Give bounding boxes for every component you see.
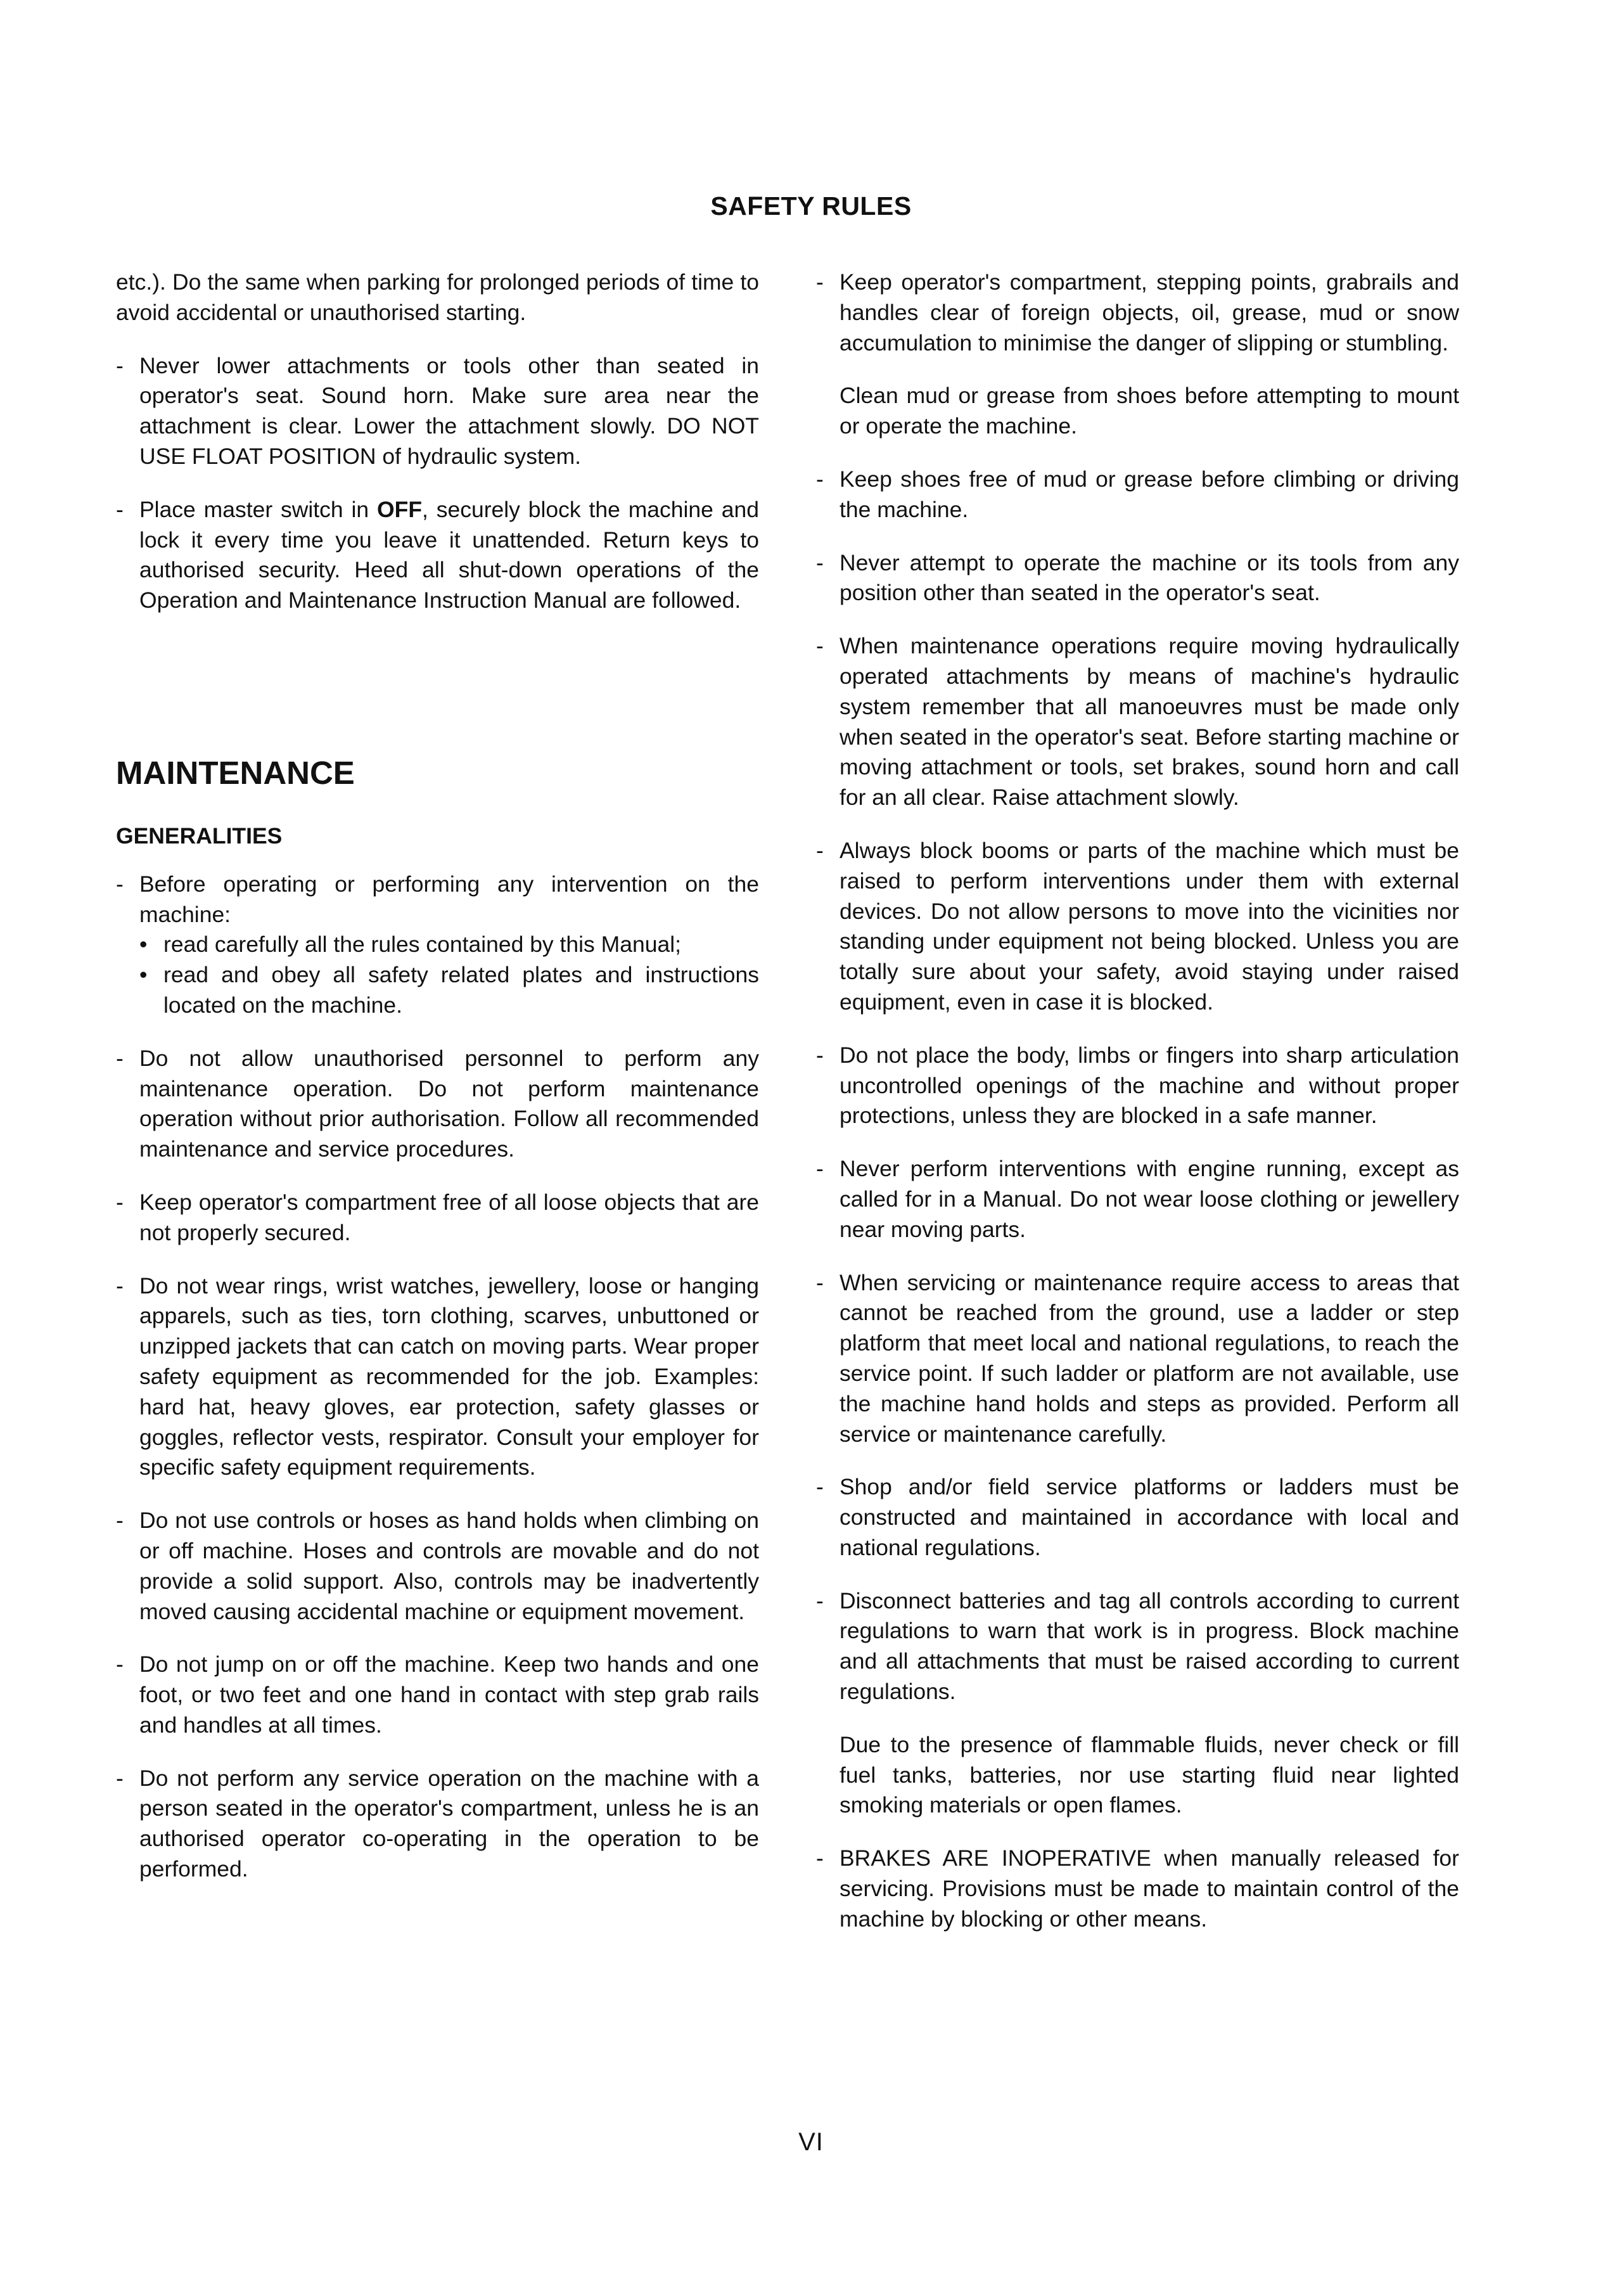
list-item-text: Do not allow unauthorised personnel to perform any maintenance operation. Do not perform maintenance operation without prior authorisation. Follow all recommended maintenance and service procedures. (139, 1045, 759, 1162)
list-item (116, 1650, 759, 1740)
list-item-text: Do not wear rings, wrist watches, jewellery, loose or hanging apparels, such as ties, torn clothing, scarves, unbuttoned or unzipped jackets that can catch on moving parts. Wear proper safety equipment as recommended for the job. Examples: hard hat, heavy gloves, ear protection, safety glasses or goggles, reflector vests, respirator. Consult your employer for specific safety equipment requirements. (139, 1273, 759, 1480)
list-item (116, 1271, 759, 1484)
dash-marker: - (816, 1587, 824, 1613)
list-item-text: Never perform interventions with engine running, except as called for in a Manual. Do not wear loose clothing or jewellery near moving parts. (840, 1156, 1459, 1242)
dash-marker: - (816, 837, 824, 863)
bullet-text: read carefully all the rules contained by this Manual; (163, 932, 681, 958)
list-item-text: Shop and/or field service platforms or ladders must be constructed and maintained in accordance with local and national regulations. (840, 1474, 1459, 1560)
list-item-paragraph: Clean mud or grease from shoes before attempting to mount or operate the machine. (840, 383, 1459, 439)
dash-marker: - (816, 1156, 824, 1182)
list-item (116, 351, 759, 472)
list-item (816, 1844, 1459, 1934)
list-item-text: Never attempt to operate the machine or its tools from any position other than seated in the operator's seat. (840, 549, 1459, 606)
bullet-item (139, 930, 759, 960)
list-item (816, 1268, 1459, 1450)
dash-marker: - (816, 1845, 824, 1871)
list-item-text: Keep operator's compartment, stepping points, grabrails and handles clear of foreign objects, oil, grease, mud or snow accumulation to minimise the danger of slipping or stumbling. (840, 269, 1459, 356)
subsection-title: GENERALITIES (116, 823, 283, 849)
list-item-text: Keep operator's compartment free of all loose objects that are not properly secured. (139, 1189, 759, 1245)
dash-marker: - (816, 1474, 824, 1500)
dash-marker: - (116, 871, 124, 897)
list-item-text: Do not jump on or off the machine. Keep two hands and one foot, or two feet and one hand in contact with step grab rails and handles at all times. (139, 1651, 759, 1738)
master-text-bold: OFF (377, 496, 422, 522)
dash-marker: - (116, 352, 124, 378)
list-item (816, 1041, 1459, 1131)
list-item (816, 267, 1459, 358)
list-item (816, 1472, 1459, 1563)
dash-marker: - (116, 1508, 124, 1534)
intro-paragraph: etc.). Do the same when parking for prolonged periods of time to avoid accidental or unauthorised starting. (116, 269, 759, 325)
section-title: MAINTENANCE (116, 754, 355, 791)
dash-marker: - (116, 1273, 124, 1299)
list-item-text: Always block booms or parts of the machine which must be raised to perform interventions under them with external devices. Do not allow persons to move into the vicinities nor standing under equipment not being blocked. Unless you are totally sure about your safety, avoid staying under raised equipment, even in case it is blocked. (840, 837, 1459, 1015)
list-item (816, 836, 1459, 1018)
dash-marker: - (816, 1269, 824, 1295)
page-number: VI (798, 2128, 824, 2156)
bullet-marker: • (139, 962, 148, 988)
list-item (116, 1506, 759, 1627)
list-item-text: Do not use controls or hoses as hand holds when climbing on or off machine. Hoses and controls are movable and do not provide a solid support. Also, controls may be inadvertently moved causing accidental machine or equipment movement. (139, 1508, 759, 1624)
list-item-text: Do not perform any service operation on the machine with a person seated in the operator's compartment, unless he is an authorised operator co-operating in the operation to be performed. (139, 1765, 759, 1882)
list-item-generalities (116, 869, 759, 1021)
list-item (816, 465, 1459, 525)
dash-marker: - (116, 1189, 124, 1215)
list-item (116, 1764, 759, 1885)
list-item-text: Before operating or performing any intervention on the machine: (139, 871, 759, 927)
list-item-text: Disconnect batteries and tag all controls according to current regulations to warn that work is in progress. Block machine and all attachments that must be raised according to current regulations. (840, 1587, 1459, 1705)
list-item-master-switch (116, 495, 759, 616)
list-item-text: BRAKES ARE INOPERATIVE when manually released for servicing. Provisions must be made to maintain control of the machine by blocking or other means. (840, 1845, 1459, 1932)
bullet-text: read and obey all safety related plates and instructions located on the machine. (163, 962, 759, 1018)
list-item (816, 1586, 1459, 1707)
bullet-item (139, 960, 759, 1021)
list-item-text: When servicing or maintenance require access to areas that cannot be reached from the ground, use a ladder or step platform that meet local and national regulations, to reach the service point. If such ladder or platform are not available, use the machine hand holds and steps as provided. Perform all service or maintenance carefully. (840, 1269, 1459, 1447)
dash-marker: - (816, 1042, 824, 1068)
master-text-pre: Place master switch in (139, 496, 378, 522)
list-item (816, 1154, 1459, 1245)
dash-marker: - (816, 466, 824, 492)
dash-marker: - (116, 1765, 124, 1791)
dash-marker: - (816, 269, 824, 295)
dash-marker: - (816, 549, 824, 575)
dash-marker: - (816, 633, 824, 659)
list-item (816, 631, 1459, 813)
page-title: SAFETY RULES (710, 191, 912, 221)
master-text-post: , securely block the machine and lock it every time you leave it unattended. Return keys to authorised security. Heed all shut-down operations of the Operation and Maintenance Instruction Manual are followed. (139, 496, 759, 613)
list-item (816, 548, 1459, 609)
list-item-text: Keep shoes free of mud or grease before climbing or driving the machine. (840, 466, 1459, 522)
list-item (116, 1188, 759, 1248)
list-item (116, 1044, 759, 1165)
dash-marker: - (116, 1651, 124, 1677)
left-column (116, 267, 759, 1908)
list-item-text: When maintenance operations require moving hydraulically operated attachments by means of machine's hydraulic system remember that all manoeuvres must be made only when seated in the operator's seat. Before starting machine or moving attachment or tools, set brakes, sound horn and call for an all clear. Raise attachment slowly. (840, 633, 1459, 811)
bullet-marker: • (139, 932, 148, 958)
dash-marker: - (116, 1045, 124, 1071)
list-item-text: Do not place the body, limbs or fingers into sharp articulation uncontrolled openings of the machine and without proper protections, unless they are blocked in a safe manner. (840, 1042, 1459, 1129)
right-column (816, 267, 1459, 1958)
list-item-text: Never lower attachments or tools other than seated in operator's seat. Sound horn. Make sure area near the attachment is clear. Lower the attachment slowly. DO NOT USE FLOAT POSITION of hydraulic system. (139, 352, 759, 469)
dash-marker: - (116, 496, 124, 522)
list-item-paragraph: Due to the presence of flammable fluids, never check or fill fuel tanks, batteries, nor use starting fluid near lighted smoking materials or open flames. (840, 1731, 1459, 1818)
